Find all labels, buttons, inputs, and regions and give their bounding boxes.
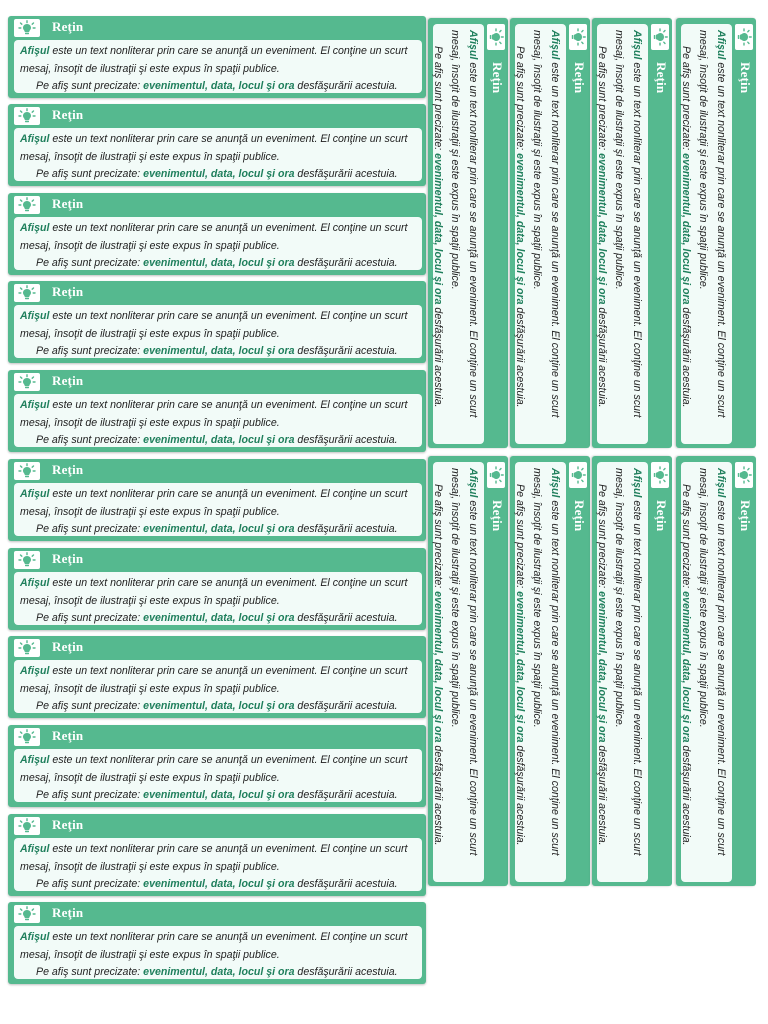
card-title: Reţin bbox=[572, 500, 587, 532]
retin-card bbox=[510, 18, 590, 448]
card-body bbox=[14, 926, 422, 979]
card-header bbox=[8, 814, 426, 838]
retin-card bbox=[8, 370, 426, 452]
card-title: Reţin bbox=[52, 284, 84, 299]
details-prefix: Pe afiş sunt precizate: bbox=[514, 46, 526, 154]
details-prefix: Pe afiş sunt precizate: bbox=[36, 434, 144, 446]
card-header bbox=[8, 104, 426, 128]
details-prefix: Pe afiş sunt precizate: bbox=[36, 168, 144, 180]
definition-text: este un text nonliterar prin care se anunţă un eveniment. El conţine un scurt mesaj, însoţit de ilustraţii şi este expus în spaţii publice. bbox=[531, 30, 561, 418]
details-paragraph bbox=[20, 255, 416, 273]
details-prefix: Pe afiş sunt precizate: bbox=[36, 612, 144, 624]
keyword-afisul: Afişul bbox=[20, 133, 50, 145]
definition-paragraph bbox=[694, 468, 729, 876]
card-title: Reţin bbox=[572, 62, 587, 94]
keyword-elements: evenimentul, data, locul şi ora bbox=[143, 257, 295, 269]
card-header bbox=[8, 193, 426, 217]
definition-text: este un text nonliterar prin care se anunţă un eveniment. El conţine un scurt mesaj, însoţit de ilustraţii şi este expus în spaţii publice. bbox=[613, 468, 643, 856]
keyword-elements: evenimentul, data, locul şi ora bbox=[432, 153, 444, 305]
retin-card bbox=[676, 18, 756, 448]
keyword-elements: evenimentul, data, locul şi ora bbox=[143, 878, 295, 890]
details-suffix: desfăşurării acestuia. bbox=[432, 304, 444, 408]
details-suffix: desfăşurării acestuia. bbox=[596, 304, 608, 408]
definition-text: este un text nonliterar prin care se anunţă un eveniment. El conţine un scurt mesaj, însoţit de ilustraţii şi este expus în spaţii publice. bbox=[20, 577, 408, 607]
keyword-elements: evenimentul, data, locul şi ora bbox=[596, 591, 608, 743]
definition-paragraph bbox=[20, 929, 416, 964]
details-paragraph bbox=[593, 30, 611, 438]
keyword-elements: evenimentul, data, locul şi ora bbox=[143, 612, 295, 624]
card-body bbox=[14, 572, 422, 625]
lightbulb-icon bbox=[735, 462, 753, 488]
rotated-card-wrapper bbox=[676, 456, 756, 886]
keyword-afisul: Afişul bbox=[20, 577, 50, 589]
keyword-afisul: Afişul bbox=[631, 468, 643, 498]
details-paragraph bbox=[20, 432, 416, 450]
card-title: Reţin bbox=[52, 817, 84, 832]
definition-paragraph bbox=[20, 486, 416, 521]
card-body bbox=[681, 462, 732, 882]
rotated-card-wrapper bbox=[676, 18, 756, 448]
details-suffix: desfăşurării acestuia. bbox=[680, 304, 692, 408]
keyword-afisul: Afişul bbox=[715, 468, 727, 498]
details-suffix: desfăşurării acestuia. bbox=[294, 80, 398, 92]
keyword-elements: evenimentul, data, locul şi ora bbox=[680, 591, 692, 743]
details-paragraph bbox=[20, 698, 416, 716]
keyword-elements: evenimentul, data, locul şi ora bbox=[514, 591, 526, 743]
keyword-afisul: Afişul bbox=[20, 754, 50, 766]
card-title: Reţin bbox=[738, 500, 753, 532]
keyword-afisul: Afişul bbox=[20, 488, 50, 500]
definition-text: este un text nonliterar prin care se anunţă un eveniment. El conţine un scurt mesaj, însoţit de ilustraţii şi este expus în spaţii publice. bbox=[449, 468, 479, 856]
card-header bbox=[648, 18, 672, 448]
card-body bbox=[681, 24, 732, 444]
lightbulb-icon bbox=[14, 817, 40, 835]
retin-card bbox=[592, 456, 672, 886]
keyword-afisul: Afişul bbox=[549, 30, 561, 60]
keyword-afisul: Afişul bbox=[20, 665, 50, 677]
card-body bbox=[14, 128, 422, 181]
card-body bbox=[14, 305, 422, 358]
details-prefix: Pe afiş sunt precizate: bbox=[36, 80, 144, 92]
card-title: Reţin bbox=[52, 905, 84, 920]
keyword-afisul: Afişul bbox=[20, 843, 50, 855]
definition-text: este un text nonliterar prin care se anunţă un eveniment. El conţine un scurt mesaj, însoţit de ilustraţii şi este expus în spaţii publice. bbox=[697, 468, 727, 856]
retin-card bbox=[8, 548, 426, 630]
details-paragraph bbox=[511, 468, 529, 876]
lightbulb-icon bbox=[14, 462, 40, 480]
card-header bbox=[732, 18, 756, 448]
retin-card bbox=[510, 456, 590, 886]
details-prefix: Pe afiş sunt precizate: bbox=[36, 700, 144, 712]
details-paragraph bbox=[20, 78, 416, 96]
lightbulb-icon bbox=[14, 639, 40, 657]
details-suffix: desfăşurării acestuia. bbox=[294, 700, 398, 712]
details-suffix: desfăşurării acestuia. bbox=[432, 742, 444, 846]
details-paragraph bbox=[20, 787, 416, 805]
card-body bbox=[14, 838, 422, 891]
keyword-afisul: Afişul bbox=[715, 30, 727, 60]
lightbulb-icon bbox=[569, 462, 587, 488]
details-prefix: Pe afiş sunt precizate: bbox=[36, 523, 144, 535]
rotated-card-wrapper bbox=[592, 456, 672, 886]
lightbulb-icon bbox=[651, 24, 669, 50]
details-paragraph bbox=[20, 964, 416, 982]
definition-text: este un text nonliterar prin care se anunţă un eveniment. El conţine un scurt mesaj, însoţit de ilustraţii şi este expus în spaţii publice. bbox=[20, 45, 408, 75]
card-title: Reţin bbox=[52, 373, 84, 388]
card-header bbox=[566, 456, 590, 886]
card-title: Reţin bbox=[52, 639, 84, 654]
definition-paragraph bbox=[446, 468, 481, 876]
details-suffix: desfăşurării acestuia. bbox=[294, 789, 398, 801]
card-header bbox=[484, 18, 508, 448]
lightbulb-icon bbox=[14, 196, 40, 214]
details-suffix: desfăşurării acestuia. bbox=[596, 742, 608, 846]
card-title: Reţin bbox=[52, 19, 84, 34]
details-suffix: desfăşurării acestuia. bbox=[514, 742, 526, 846]
definition-text: este un text nonliterar prin care se anunţă un eveniment. El conţine un scurt mesaj, însoţit de ilustraţii şi este expus în spaţii publice. bbox=[20, 133, 408, 163]
card-body bbox=[14, 749, 422, 802]
rotated-card-wrapper bbox=[428, 456, 508, 886]
details-paragraph bbox=[511, 30, 529, 438]
keyword-elements: evenimentul, data, locul şi ora bbox=[143, 966, 295, 978]
lightbulb-icon bbox=[14, 284, 40, 302]
details-prefix: Pe afiş sunt precizate: bbox=[432, 46, 444, 154]
lightbulb-icon bbox=[14, 551, 40, 569]
card-header bbox=[648, 456, 672, 886]
definition-paragraph bbox=[528, 30, 563, 438]
lightbulb-icon bbox=[14, 19, 40, 37]
lightbulb-icon bbox=[735, 24, 753, 50]
rotated-card-wrapper bbox=[510, 18, 590, 448]
card-header bbox=[8, 725, 426, 749]
details-prefix: Pe afiş sunt precizate: bbox=[36, 789, 144, 801]
keyword-elements: evenimentul, data, locul şi ora bbox=[432, 591, 444, 743]
definition-text: este un text nonliterar prin care se anunţă un eveniment. El conţine un scurt mesaj, însoţit de ilustraţii şi este expus în spaţii publice. bbox=[20, 931, 408, 961]
details-prefix: Pe afiş sunt precizate: bbox=[36, 878, 144, 890]
card-title: Reţin bbox=[52, 196, 84, 211]
keyword-afisul: Afişul bbox=[467, 468, 479, 498]
definition-text: este un text nonliterar prin care se anunţă un eveniment. El conţine un scurt mesaj, însoţit de ilustraţii şi este expus în spaţii publice. bbox=[531, 468, 561, 856]
lightbulb-icon bbox=[14, 373, 40, 391]
definition-paragraph bbox=[20, 43, 416, 78]
retin-card bbox=[8, 281, 426, 363]
details-suffix: desfăşurării acestuia. bbox=[294, 434, 398, 446]
card-title: Reţin bbox=[52, 462, 84, 477]
details-prefix: Pe afiş sunt precizate: bbox=[36, 966, 144, 978]
card-body bbox=[14, 394, 422, 447]
definition-paragraph bbox=[20, 752, 416, 787]
card-header bbox=[566, 18, 590, 448]
details-prefix: Pe afiş sunt precizate: bbox=[514, 484, 526, 592]
card-body bbox=[597, 462, 648, 882]
card-body bbox=[433, 24, 484, 444]
rotated-card-wrapper bbox=[510, 456, 590, 886]
card-body bbox=[515, 24, 566, 444]
keyword-elements: evenimentul, data, locul şi ora bbox=[143, 80, 295, 92]
retin-card bbox=[428, 456, 508, 886]
details-paragraph bbox=[429, 30, 447, 438]
keyword-afisul: Afişul bbox=[631, 30, 643, 60]
details-suffix: desfăşurării acestuia. bbox=[294, 257, 398, 269]
definition-paragraph bbox=[694, 30, 729, 438]
details-paragraph bbox=[593, 468, 611, 876]
details-suffix: desfăşurării acestuia. bbox=[294, 523, 398, 535]
card-header bbox=[8, 636, 426, 660]
retin-card bbox=[8, 104, 426, 186]
definition-text: este un text nonliterar prin care se anunţă un eveniment. El conţine un scurt mesaj, însoţit de ilustraţii şi este expus în spaţii publice. bbox=[449, 30, 479, 418]
keyword-afisul: Afişul bbox=[20, 399, 50, 411]
card-body bbox=[515, 462, 566, 882]
card-title: Reţin bbox=[738, 62, 753, 94]
lightbulb-icon bbox=[487, 462, 505, 488]
keyword-afisul: Afişul bbox=[549, 468, 561, 498]
details-prefix: Pe afiş sunt precizate: bbox=[432, 484, 444, 592]
lightbulb-icon bbox=[14, 107, 40, 125]
card-body bbox=[597, 24, 648, 444]
retin-card bbox=[8, 725, 426, 807]
details-paragraph bbox=[20, 610, 416, 628]
card-header bbox=[732, 456, 756, 886]
definition-text: este un text nonliterar prin care se anunţă un eveniment. El conţine un scurt mesaj, însoţit de ilustraţii şi este expus în spaţii publice. bbox=[20, 665, 408, 695]
card-title: Reţin bbox=[654, 62, 669, 94]
details-prefix: Pe afiş sunt precizate: bbox=[596, 46, 608, 154]
keyword-afisul: Afişul bbox=[20, 931, 50, 943]
card-title: Reţin bbox=[52, 551, 84, 566]
details-prefix: Pe afiş sunt precizate: bbox=[36, 257, 144, 269]
lightbulb-icon bbox=[651, 462, 669, 488]
definition-text: este un text nonliterar prin care se anunţă un eveniment. El conţine un scurt mesaj, însoţit de ilustraţii şi este expus în spaţii publice. bbox=[20, 399, 408, 429]
details-paragraph bbox=[20, 521, 416, 539]
retin-card bbox=[592, 18, 672, 448]
card-title: Reţin bbox=[490, 62, 505, 94]
details-prefix: Pe afiş sunt precizate: bbox=[680, 484, 692, 592]
card-header bbox=[8, 548, 426, 572]
retin-card bbox=[8, 902, 426, 984]
keyword-afisul: Afişul bbox=[20, 45, 50, 57]
details-suffix: desfăşurării acestuia. bbox=[514, 304, 526, 408]
keyword-elements: evenimentul, data, locul şi ora bbox=[514, 153, 526, 305]
keyword-afisul: Afişul bbox=[20, 222, 50, 234]
keyword-afisul: Afişul bbox=[20, 310, 50, 322]
keyword-elements: evenimentul, data, locul şi ora bbox=[143, 789, 295, 801]
details-suffix: desfăşurării acestuia. bbox=[294, 345, 398, 357]
definition-text: este un text nonliterar prin care se anunţă un eveniment. El conţine un scurt mesaj, însoţit de ilustraţii şi este expus în spaţii publice. bbox=[20, 843, 408, 873]
definition-paragraph bbox=[20, 308, 416, 343]
keyword-elements: evenimentul, data, locul şi ora bbox=[596, 153, 608, 305]
definition-text: este un text nonliterar prin care se anunţă un eveniment. El conţine un scurt mesaj, însoţit de ilustraţii şi este expus în spaţii publice. bbox=[20, 754, 408, 784]
definition-paragraph bbox=[20, 841, 416, 876]
details-suffix: desfăşurării acestuia. bbox=[294, 168, 398, 180]
rotated-card-wrapper bbox=[428, 18, 508, 448]
definition-paragraph bbox=[20, 131, 416, 166]
card-body bbox=[14, 660, 422, 713]
lightbulb-icon bbox=[569, 24, 587, 50]
keyword-elements: evenimentul, data, locul şi ora bbox=[143, 700, 295, 712]
details-paragraph bbox=[677, 30, 695, 438]
definition-paragraph bbox=[20, 575, 416, 610]
details-suffix: desfăşurării acestuia. bbox=[680, 742, 692, 846]
keyword-elements: evenimentul, data, locul şi ora bbox=[143, 168, 295, 180]
definition-text: este un text nonliterar prin care se anunţă un eveniment. El conţine un scurt mesaj, însoţit de ilustraţii şi este expus în spaţii publice. bbox=[20, 488, 408, 518]
details-paragraph bbox=[20, 876, 416, 894]
lightbulb-icon bbox=[14, 905, 40, 923]
card-header bbox=[8, 902, 426, 926]
details-prefix: Pe afiş sunt precizate: bbox=[596, 484, 608, 592]
card-header bbox=[8, 459, 426, 483]
definition-text: este un text nonliterar prin care se anunţă un eveniment. El conţine un scurt mesaj, însoţit de ilustraţii şi este expus în spaţii publice. bbox=[613, 30, 643, 418]
definition-text: este un text nonliterar prin care se anunţă un eveniment. El conţine un scurt mesaj, însoţit de ilustraţii şi este expus în spaţii publice. bbox=[20, 310, 408, 340]
card-header bbox=[484, 456, 508, 886]
retin-card bbox=[8, 16, 426, 98]
definition-paragraph bbox=[446, 30, 481, 438]
card-title: Reţin bbox=[52, 107, 84, 122]
definition-paragraph bbox=[610, 468, 645, 876]
details-suffix: desfăşurării acestuia. bbox=[294, 878, 398, 890]
details-prefix: Pe afiş sunt precizate: bbox=[36, 345, 144, 357]
retin-card bbox=[8, 459, 426, 541]
retin-card bbox=[8, 193, 426, 275]
details-paragraph bbox=[20, 166, 416, 184]
card-body bbox=[14, 217, 422, 270]
card-body bbox=[14, 40, 422, 93]
card-body bbox=[433, 462, 484, 882]
card-title: Reţin bbox=[52, 728, 84, 743]
details-suffix: desfăşurării acestuia. bbox=[294, 966, 398, 978]
details-paragraph bbox=[20, 343, 416, 361]
details-prefix: Pe afiş sunt precizate: bbox=[680, 46, 692, 154]
card-body bbox=[14, 483, 422, 536]
retin-card bbox=[8, 636, 426, 718]
definition-text: este un text nonliterar prin care se anunţă un eveniment. El conţine un scurt mesaj, însoţit de ilustraţii şi este expus în spaţii publice. bbox=[697, 30, 727, 418]
keyword-elements: evenimentul, data, locul şi ora bbox=[143, 523, 295, 535]
rotated-card-wrapper bbox=[592, 18, 672, 448]
card-title: Reţin bbox=[654, 500, 669, 532]
definition-text: este un text nonliterar prin care se anunţă un eveniment. El conţine un scurt mesaj, însoţit de ilustraţii şi este expus în spaţii publice. bbox=[20, 222, 408, 252]
lightbulb-icon bbox=[14, 728, 40, 746]
retin-card bbox=[8, 814, 426, 896]
keyword-elements: evenimentul, data, locul şi ora bbox=[143, 345, 295, 357]
definition-paragraph bbox=[20, 397, 416, 432]
retin-card bbox=[676, 456, 756, 886]
keyword-elements: evenimentul, data, locul şi ora bbox=[680, 153, 692, 305]
definition-paragraph bbox=[528, 468, 563, 876]
keyword-afisul: Afişul bbox=[467, 30, 479, 60]
definition-paragraph bbox=[20, 663, 416, 698]
keyword-elements: evenimentul, data, locul şi ora bbox=[143, 434, 295, 446]
definition-paragraph bbox=[610, 30, 645, 438]
definition-paragraph bbox=[20, 220, 416, 255]
retin-card bbox=[428, 18, 508, 448]
details-paragraph bbox=[677, 468, 695, 876]
details-suffix: desfăşurării acestuia. bbox=[294, 612, 398, 624]
card-header bbox=[8, 370, 426, 394]
lightbulb-icon bbox=[487, 24, 505, 50]
card-header bbox=[8, 16, 426, 40]
card-header bbox=[8, 281, 426, 305]
details-paragraph bbox=[429, 468, 447, 876]
card-title: Reţin bbox=[490, 500, 505, 532]
